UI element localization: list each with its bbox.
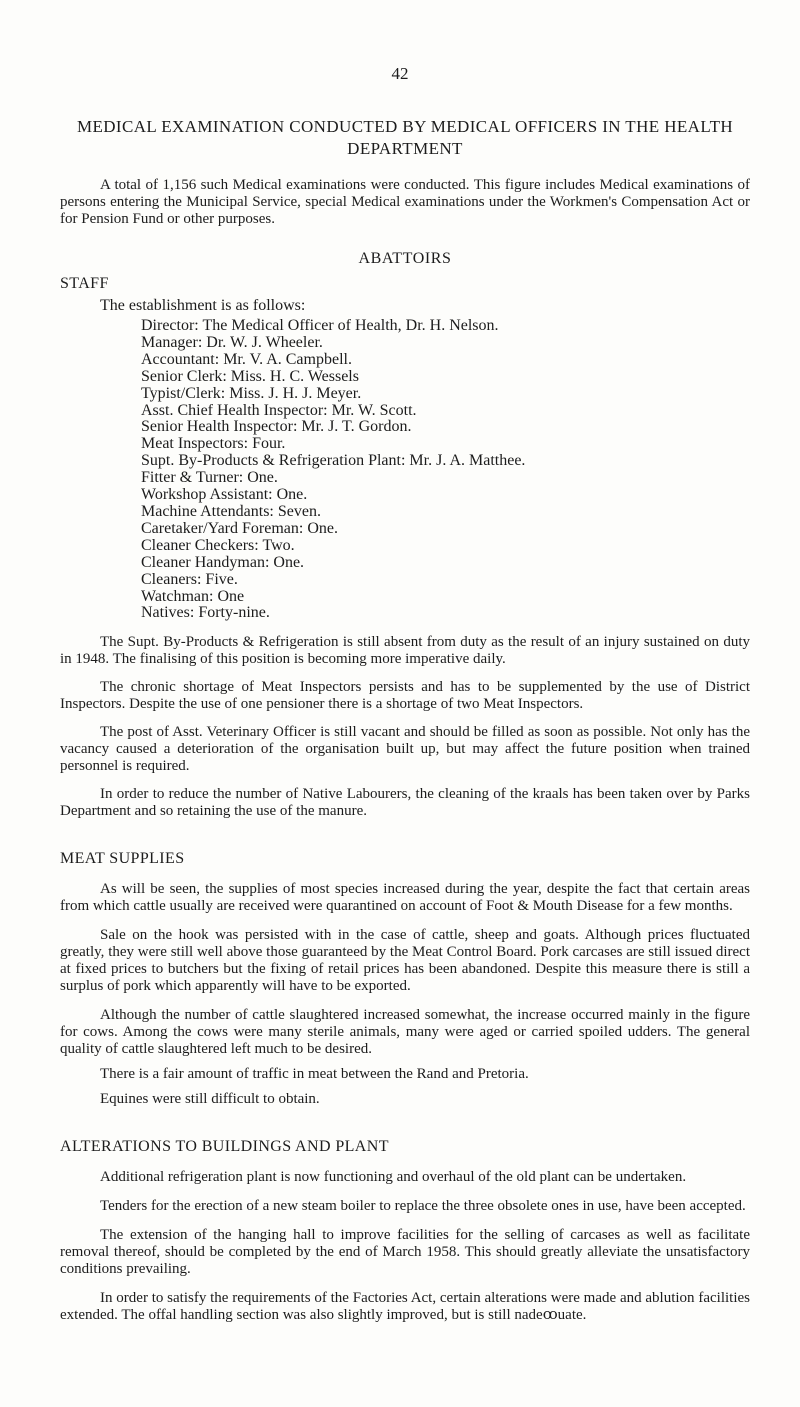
- document-page: [60, 60, 750, 1324]
- staff-paragraph: The chronic shortage of Meat Inspectors persists and has to be supplemented by the use of District Inspectors. Despite the use of one pensioner there is a shortage of two Meat Inspectors.: [60, 679, 750, 713]
- staff-item: Natives: Forty-nine.: [141, 604, 270, 622]
- meat-paragraph: Although the number of cattle slaughtered increased somewhat, the increase occurred mainly in the figure for cows. Among the cows were many sterile animals, many were aged or carried spoiled udders. The general quality of cattle slaughtered left much to be desired.: [60, 1007, 750, 1058]
- staff-item: Machine Attendants: Seven.: [141, 502, 321, 520]
- staff-item: Caretaker/Yard Foreman: One.: [141, 519, 338, 537]
- staff-item: Accountant: Mr. V. A. Campbell.: [141, 350, 352, 368]
- staff-item: Senior Health Inspector: Mr. J. T. Gordon.: [141, 418, 412, 436]
- staff-item: Asst. Chief Health Inspector: Mr. W. Scott.: [141, 401, 417, 419]
- staff-item: Cleaner Checkers: Two.: [141, 536, 295, 554]
- alterations-paragraph: Additional refrigeration plant is now functioning and overhaul of the old plant can be undertaken.: [100, 1169, 687, 1186]
- staff-item: Manager: Dr. W. J. Wheeler.: [141, 333, 323, 351]
- staff-list: [141, 318, 750, 622]
- staff-heading: STAFF: [60, 275, 109, 292]
- staff-paragraph: The post of Asst. Veterinary Officer is still vacant and should be filled as soon as possible. Not only has the vacancy caused a deterioration of the organisation built up, but may affect the future position when trained personnel is required.: [60, 724, 750, 775]
- staff-item: Watchman: One: [141, 587, 245, 605]
- staff-paragraph: In order to reduce the number of Native Labourers, the cleaning of the kraals has been taken over by Parks Department and so retaining the use of the manure.: [60, 786, 750, 820]
- alterations-heading: ALTERATIONS TO BUILDINGS AND PLANT: [60, 1138, 389, 1156]
- staff-item: Supt. By-Products & Refrigeration Plant: Mr. J. A. Matthee.: [141, 452, 526, 470]
- staff-item: Director: The Medical Officer of Health, Dr. H. Nelson.: [141, 317, 499, 334]
- staff-item: Cleaner Handyman: One.: [141, 553, 305, 571]
- staff-item: Typist/Clerk: Miss. J. H. J. Meyer.: [141, 384, 362, 402]
- meat-paragraph: Equines were still difficult to obtain.: [100, 1091, 320, 1108]
- staff-intro: The establishment is as follows:: [100, 297, 306, 314]
- abattoirs-heading: ABATTOIRS: [358, 250, 452, 267]
- meat-supplies-heading: MEAT SUPPLIES: [60, 850, 185, 868]
- page-title: MEDICAL EXAMINATION CONDUCTED BY MEDICAL OFFICERS IN THE HEALTH DEPARTMENT: [76, 117, 734, 158]
- alterations-paragraph: The extension of the hanging hall to improve facilities for the selling of carcases as well as facilitate removal thereof, should be completed by the end of March 1958. This should greatly alleviate the unsatisfactory conditions prevailing.: [60, 1227, 750, 1278]
- staff-item: Fitter & Turner: One.: [141, 469, 278, 487]
- staff-item: Workshop Assistant: One.: [141, 486, 308, 504]
- staff-item: Meat Inspectors: Four.: [141, 435, 286, 453]
- alterations-paragraph: Tenders for the erection of a new steam boiler to replace the three obsolete ones in use, have been accepted.: [100, 1198, 746, 1215]
- meat-paragraph: Sale on the hook was persisted with in the case of cattle, sheep and goats. Although prices fluctuated greatly, they were still well above those guaranteed by the Meat Control Board. Pork carcases are still issued direct at fixed prices to butchers but the fixing of retail prices has been abandoned. Despite this measure there is still a surplus of pork which apparently will have to be exported.: [60, 927, 750, 995]
- meat-paragraph: As will be seen, the supplies of most species increased during the year, despite the fact that certain areas from which cattle usually are received were quarantined on account of Foot & Mouth Disease for a few months.: [60, 881, 750, 915]
- alterations-paragraph: In order to satisfy the requirements of the Factories Act, certain alterations were made and ablution facilities extended. The offal handling section was also slightly improved, but is still nadeꝏuate.: [60, 1290, 750, 1324]
- medical-paragraph: A total of 1,156 such Medical examinations were conducted. This figure includes Medical examinations of persons entering the Municipal Service, special Medical examinations under the Workmen's Compensation Act or for Pension Fund or other purposes.: [60, 177, 750, 227]
- staff-paragraph: The Supt. By-Products & Refrigeration is still absent from duty as the result of an injury sustained on duty in 1948. The finalising of this position is becoming more imperative daily.: [60, 634, 750, 668]
- page-number: 42: [391, 64, 409, 83]
- staff-item: Cleaners: Five.: [141, 570, 238, 588]
- meat-paragraph: There is a fair amount of traffic in meat between the Rand and Pretoria.: [100, 1066, 529, 1083]
- staff-item: Senior Clerk: Miss. H. C. Wessels: [141, 367, 359, 385]
